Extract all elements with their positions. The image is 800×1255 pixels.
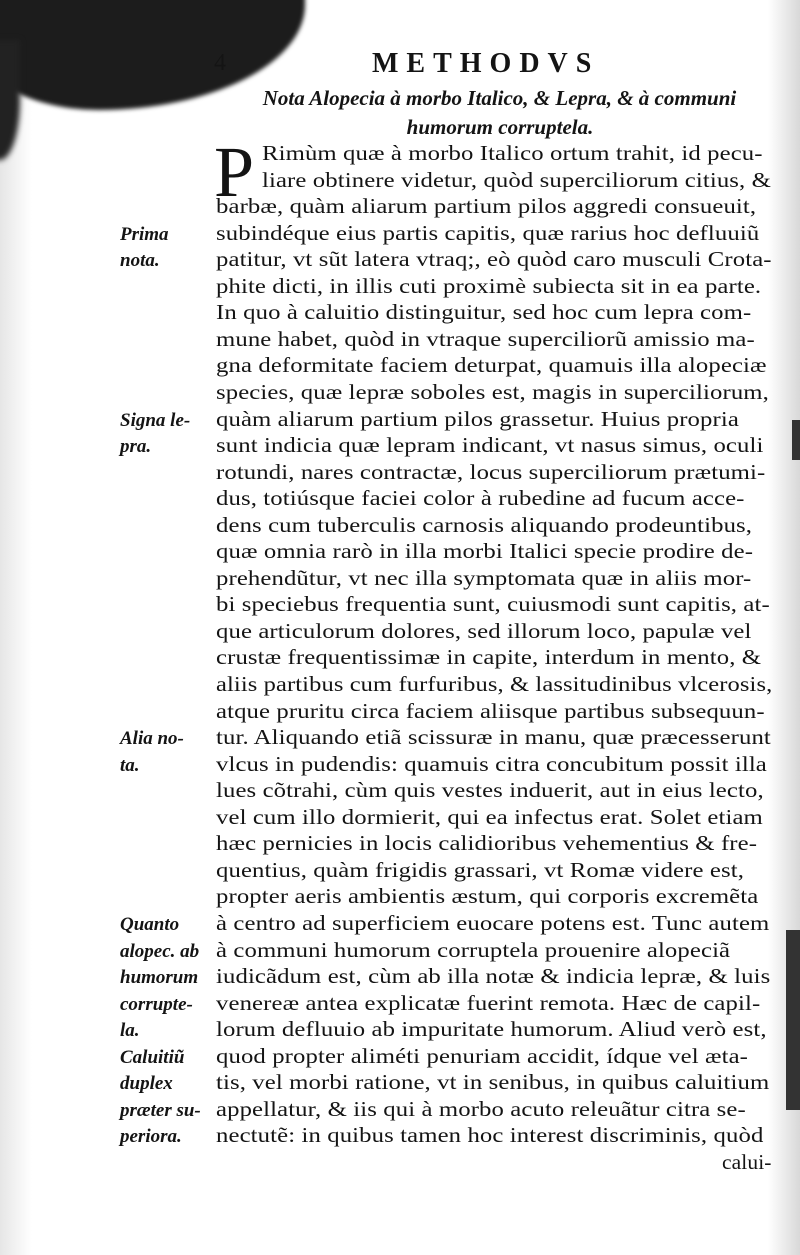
text-line: quentius, quàm frigidis grassari, vt Romæ videre est,: [216, 857, 744, 882]
text-line: que articulorum dolores, sed illorum loco, papulæ vel: [216, 618, 752, 643]
text-line: Rimùm quæ à morbo Italico ortum trahit, id pecu-: [262, 141, 763, 165]
marginal-note: ta.: [120, 754, 140, 776]
text-line: phite dicti, in illis cuti proximè subiecta sit in ea parte.: [216, 273, 762, 298]
text-line: iudicãdum est, cùm ab illa notæ & indicia lepræ, & luis: [216, 964, 771, 989]
text-line: mune habet, quòd in vtraque superciliorũ amissio ma-: [216, 326, 755, 351]
text-line: species, quæ lepræ soboles est, magis in superciliorum,: [216, 379, 769, 404]
drop-cap: P: [214, 132, 255, 212]
text-line: dus, totiúsque faciei color à rubedine ad fucum acce-: [216, 486, 745, 511]
text-line: rotundi, nares contractæ, locus superciliorum prætumi-: [216, 459, 766, 484]
text-line: In quo à caluitio distinguitur, sed hoc cum lepra com-: [216, 300, 752, 325]
text-line: vel cum illo dormierit, qui ea infectus erat. Solet etiam: [216, 804, 763, 829]
running-head: METHODVS: [372, 48, 600, 79]
marginal-note: præter su-: [120, 1099, 201, 1121]
text-line: propter aeris ambientis æstum, qui corporis excremẽta: [216, 884, 759, 909]
text-line: tur. Aliquando etiã scissuræ in manu, quæ præcesserunt: [216, 725, 771, 750]
text-line: lorum defluuio ab impuritate humorum. Aliud verò est,: [216, 1017, 767, 1042]
marginal-note: Signa le-: [120, 409, 191, 431]
marginal-note: Prima: [120, 223, 169, 245]
text-line: quod propter aliméti penuriam accidit, ídque vel æta-: [216, 1043, 749, 1068]
text-line: tis, vel morbi ratione, vt in senibus, in quibus caluitium: [216, 1070, 770, 1095]
text-line: barbæ, quàm aliarum partium pilos aggredi consueuit,: [216, 194, 757, 219]
text-line: à communi humorum corruptela prouenire alopeciã: [216, 937, 731, 962]
text-line: patitur, vt sũt latera vtraq;, eò quòd caro musculi Crota-: [216, 247, 772, 272]
text-line: hæc pernicies in locis calidioribus vehementius & fre-: [216, 831, 758, 856]
marginal-note: nota.: [120, 250, 160, 272]
marginal-note: duplex: [120, 1073, 173, 1095]
section-heading-line: Nota Alopecia à morbo Italico, & Lepra, & à communi: [262, 86, 737, 110]
text-line: lues cõtrahi, cùm quis vestes induerit, aut in eius lecto,: [216, 778, 764, 803]
text-line: sunt indicia quæ lepram indicant, vt nasus simus, oculi: [216, 433, 764, 458]
text-line: dens cum tuberculis carnosis aliquando prodeuntibus,: [216, 512, 753, 537]
text-line: quàm aliarum partium pilos grassetur. Huius propria: [216, 406, 739, 431]
marginal-note: Alia no-: [120, 728, 184, 750]
marginal-note: alopec. ab: [120, 940, 200, 962]
page-number: 4: [214, 50, 226, 76]
marginal-note: humorum: [120, 967, 199, 989]
marginal-note: Caluitiũ: [120, 1046, 185, 1068]
marginal-note: corrupte-: [120, 993, 193, 1015]
section-heading-line: humorum corruptela.: [406, 115, 594, 139]
text-line: venereæ antea explicatæ fuerint remota. Hæc de capil-: [216, 990, 761, 1015]
marginal-note: pra.: [120, 436, 152, 458]
text-line: aliis partibus cum furfuribus, & lassitudinibus vlcerosis,: [216, 672, 773, 696]
text-line: appellatur, & iis qui à morbo acuto releuãtur citra se-: [216, 1096, 746, 1121]
marginal-note: la.: [120, 1020, 140, 1042]
text-line: crustæ frequentissimæ in capite, interdum in mento, &: [216, 645, 762, 670]
text-line: à centro ad superficiem euocare potens est. Tunc autem: [216, 910, 770, 935]
text-line: subindéque eius partis capitis, quæ rarius hoc defluuiũ: [216, 220, 760, 245]
text-line: bi speciebus frequentia sunt, cuiusmodi sunt capitis, at-: [216, 592, 770, 617]
marginal-note: periora.: [120, 1126, 182, 1148]
text-line: atque pruritu circa faciem aliisque partibus subsequun-: [216, 698, 765, 723]
marginal-note: Quanto: [120, 913, 180, 935]
text-line: prehendũtur, vt nec illa symptomata quæ in aliis mor-: [216, 565, 752, 590]
text-line: liare obtinere videtur, quòd superciliorum citius, &: [262, 167, 771, 192]
text-line: vlcus in pudendis: quamuis citra concubitum possit illa: [216, 751, 767, 776]
text-line: nectutẽ: in quibus tamen hoc interest discriminis, quòd: [216, 1123, 764, 1148]
text-line: calui-: [722, 1149, 772, 1174]
text-line: quæ omnia rarò in illa morbi Italici specie prodire de-: [216, 539, 754, 564]
text-line: gna deformitate faciem deturpat, quamuis illa alopeciæ: [216, 353, 767, 378]
